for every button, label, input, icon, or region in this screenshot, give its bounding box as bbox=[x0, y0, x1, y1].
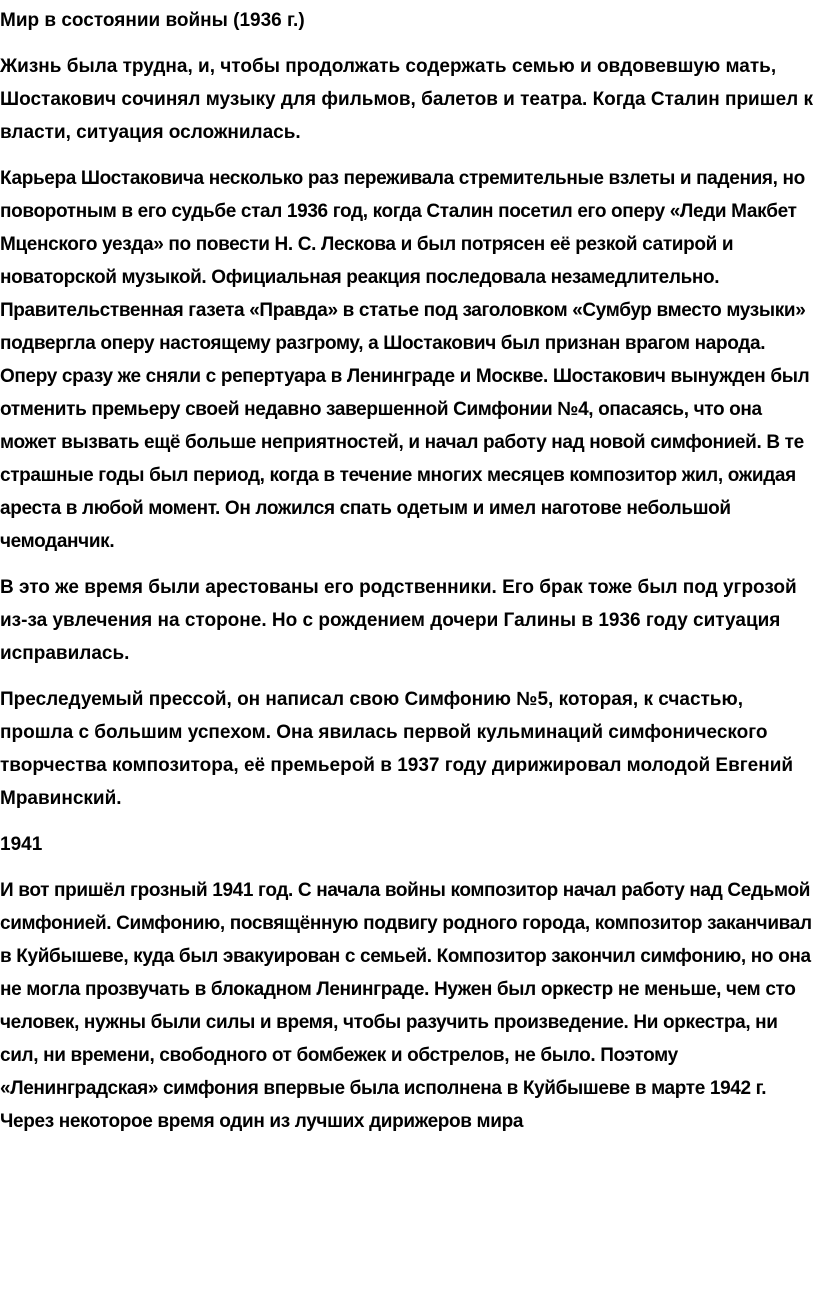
year-heading-1941: 1941 bbox=[0, 834, 43, 855]
paragraph-seventh-symphony: И вот пришёл грозный 1941 год. С начала войны композитор начал работу над Седьмой симфонией. Симфонию, посвящённую подвигу родного города, композитор заканчивал в Куйбышеве, куда был эвакуирован с семьей. Композитор закончил симфонию, но она не могла прозвучать в блокадном Ленинграде. Нужен был оркестр не меньше, чем сто человек, нужны были силы и время, чтобы разучить произведение. Ни оркестра, ни сил, ни времени, свободного от бомбежек и обстрелов, не было. Поэтому «Ленинградская» симфония впервые была исполнена в Куйбышеве в марте 1942 г. Через некоторое время один из лучших дирижеров мира bbox=[0, 880, 812, 1132]
paragraph-relatives-arrested: В это же время были арестованы его родственники. Его брак тоже был под угрозой из-за увлечения на стороне. Но с рождением дочери Галины в 1936 году ситуация исправилась. bbox=[0, 577, 797, 664]
paragraph-career-1936: Карьера Шостаковича несколько раз переживала стремительные взлеты и падения, но поворотным в его судьбе стал 1936 год, когда Сталин посетил его оперу «Леди Макбет Мценского уезда» по повести Н. С. Лескова и был потрясен её резкой сатирой и новаторской музыкой. Официальная реакция последовала незамедлительно. Правительственная газета «Правда» в статье под заголовком «Сумбур вместо музыки» подвергла оперу настоящему разгрому, а Шостакович был признан врагом народа. Оперу сразу же сняли с репертуара в Ленинграде и Москве. Шостакович вынужден был отменить премьеру своей недавно завершенной Симфонии №4, опасаясь, что она может вызвать ещё больше неприятностей, и начал работу над новой симфонией. В те страшные годы был период, когда в течение многих месяцев композитор жил, ожидая ареста в любой момент. Он ложился спать одетым и имел наготове небольшой чемоданчик. bbox=[0, 168, 810, 552]
paragraph-family-life: Жизнь была трудна, и, чтобы продолжать содержать семью и овдовевшую мать, Шостакович сочинял музыку для фильмов, балетов и театра. Когда Сталин пришел к власти, ситуация осложнилась. bbox=[0, 56, 814, 143]
paragraph-fifth-symphony: Преследуемый прессой, он написал свою Симфонию №5, которая, к счастью, прошла с большим успехом. Она явилась первой кульминаций симфонического творчества композитора, её премьерой в 1937 году дирижировал молодой Евгений Мравинский. bbox=[0, 689, 794, 809]
section-heading: Мир в состоянии войны (1936 г.) bbox=[0, 10, 305, 31]
